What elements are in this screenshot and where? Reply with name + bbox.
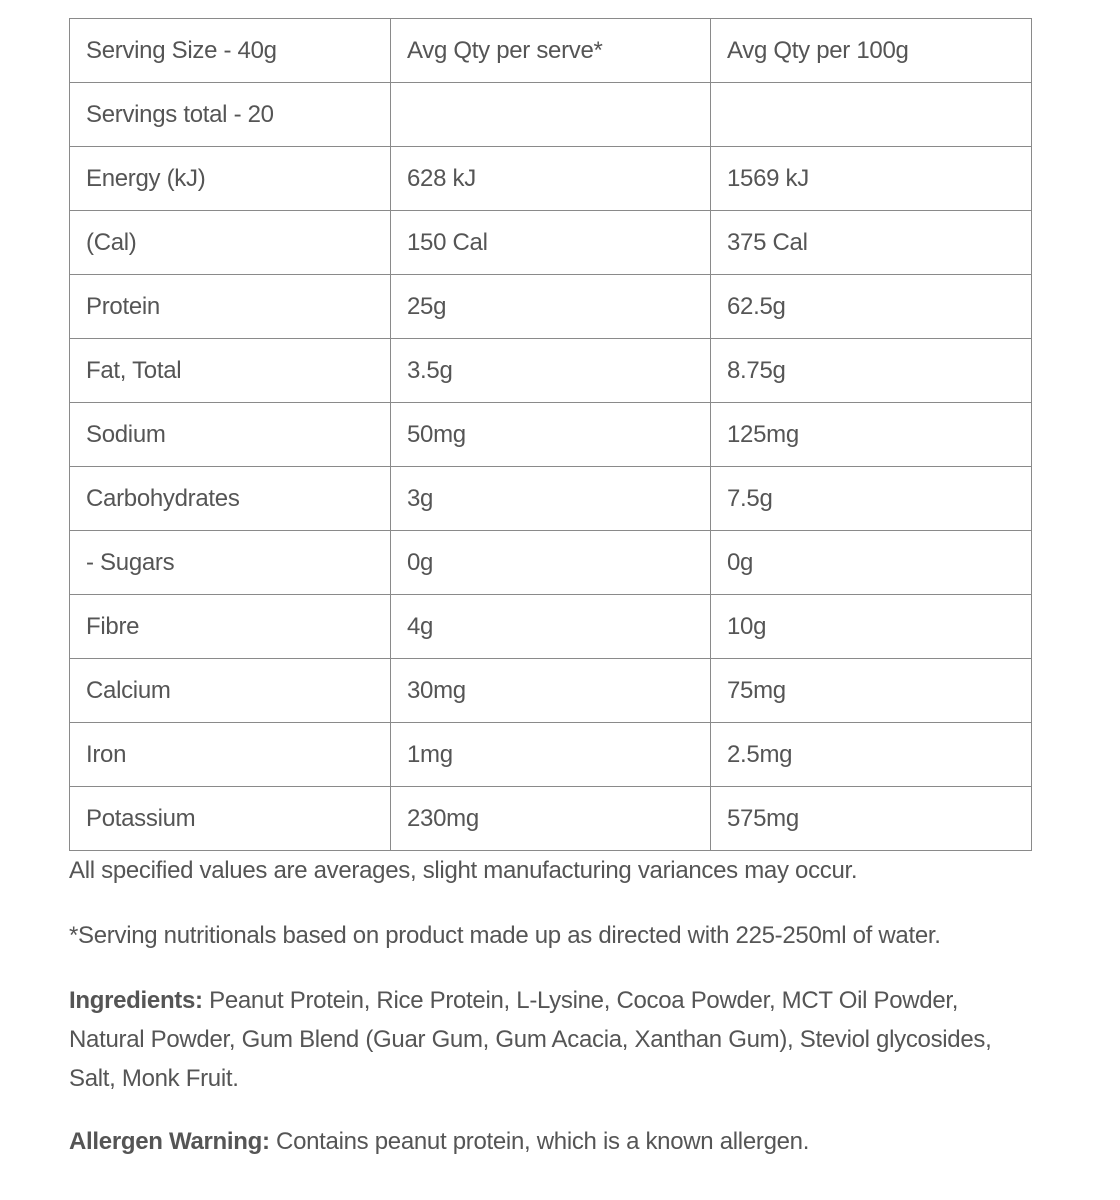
table-cell: 1mg (391, 723, 711, 787)
table-row (70, 595, 1032, 659)
table-cell: 1569 kJ (711, 147, 1032, 211)
table-cell: Calcium (70, 659, 391, 723)
table-cell: Iron (70, 723, 391, 787)
table-cell: 8.75g (711, 339, 1032, 403)
table-row (70, 211, 1032, 275)
table-cell: 7.5g (711, 467, 1032, 531)
table-cell: Sodium (70, 403, 391, 467)
table-cell: 0g (711, 531, 1032, 595)
table-cell: Servings total - 20 (70, 83, 391, 147)
table-cell: 2.5mg (711, 723, 1032, 787)
table-row (70, 467, 1032, 531)
table-cell: 125mg (711, 403, 1032, 467)
table-row (70, 531, 1032, 595)
table-cell: 150 Cal (391, 211, 711, 275)
nutrition-panel (69, 18, 1031, 1161)
table-cell (711, 83, 1032, 147)
table-cell: Energy (kJ) (70, 147, 391, 211)
nutrition-table (69, 18, 1032, 851)
table-cell: Avg Qty per 100g (711, 19, 1032, 83)
table-cell: 0g (391, 531, 711, 595)
table-cell: Carbohydrates (70, 467, 391, 531)
table-cell: 50mg (391, 403, 711, 467)
table-cell: Fibre (70, 595, 391, 659)
table-row (70, 723, 1032, 787)
table-row (70, 19, 1032, 83)
table-cell: - Sugars (70, 531, 391, 595)
averages-note: All specified values are averages, slight manufacturing variances may occur. (69, 857, 858, 884)
ingredients-paragraph (69, 981, 1019, 1098)
table-cell: Avg Qty per serve* (391, 19, 711, 83)
ingredients-label: Ingredients: (69, 987, 203, 1014)
table-cell: 75mg (711, 659, 1032, 723)
table-row (70, 339, 1032, 403)
table-cell: 62.5g (711, 275, 1032, 339)
notes-section (69, 851, 1031, 1161)
ingredients-text: Peanut Protein, Rice Protein, L-Lysine, Cocoa Powder, MCT Oil Powder, Natural Powder, Gum Blend (Guar Gum, Gum Acacia, Xanthan Gum), Steviol glycosides, Salt, Monk Fruit. (69, 987, 992, 1092)
table-cell: Serving Size - 40g (70, 19, 391, 83)
table-row (70, 659, 1032, 723)
table-row (70, 147, 1032, 211)
table-row (70, 275, 1032, 339)
table-row (70, 787, 1032, 851)
table-cell: Potassium (70, 787, 391, 851)
table-cell: Fat, Total (70, 339, 391, 403)
table-cell: 10g (711, 595, 1032, 659)
table-cell: 628 kJ (391, 147, 711, 211)
table-cell: 3.5g (391, 339, 711, 403)
allergen-text: Contains peanut protein, which is a known allergen. (269, 1128, 810, 1155)
table-row (70, 83, 1032, 147)
table-cell: 230mg (391, 787, 711, 851)
table-row (70, 403, 1032, 467)
table-cell: 375 Cal (711, 211, 1032, 275)
table-cell: 4g (391, 595, 711, 659)
serving-note: *Serving nutritionals based on product made up as directed with 225-250ml of water. (69, 922, 941, 949)
table-cell: 3g (391, 467, 711, 531)
allergen-paragraph (69, 1122, 1031, 1161)
table-cell: 575mg (711, 787, 1032, 851)
table-cell (391, 83, 711, 147)
table-cell: 30mg (391, 659, 711, 723)
table-cell: (Cal) (70, 211, 391, 275)
allergen-label: Allergen Warning: (69, 1128, 270, 1155)
table-cell: Protein (70, 275, 391, 339)
table-cell: 25g (391, 275, 711, 339)
